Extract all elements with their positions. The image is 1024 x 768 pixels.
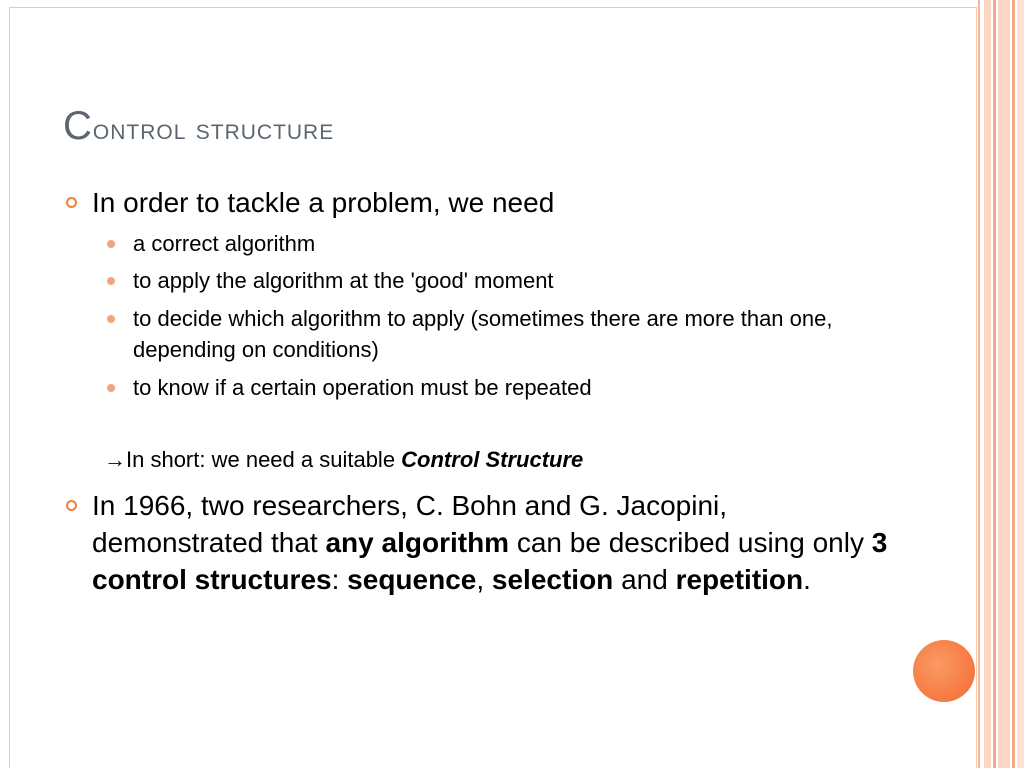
decor-stripe <box>998 0 1010 768</box>
summary-emphasis: Control Structure <box>401 447 584 472</box>
bullet-2-bold: any algorithm <box>325 527 510 558</box>
sub-bullet-marker-icon <box>107 384 115 392</box>
decor-stripe <box>1017 0 1024 768</box>
bullet-2-bold: selection <box>491 564 614 595</box>
sub-bullet-marker-icon <box>107 277 115 285</box>
bullet-2-text: : <box>331 564 348 595</box>
slide-title <box>63 104 334 149</box>
bullet-2-text: . <box>803 564 811 595</box>
bullet-marker-icon <box>66 197 77 208</box>
sub-bullet-marker-icon <box>107 240 115 248</box>
arrow-icon: → <box>104 447 126 472</box>
bullet-marker-icon <box>66 500 77 511</box>
bullet-2 <box>92 487 892 598</box>
sub-bullet-marker-icon <box>107 315 115 323</box>
bullet-2-text: In 1966, two researchers, C. Bohn and G. Jacopini, demonstrated that <box>92 490 728 558</box>
bullet-2-text: , <box>476 564 492 595</box>
bullet-2-bold: repetition <box>675 564 804 595</box>
sub-bullet-1: a correct algorithm <box>133 231 316 256</box>
decor-stripe <box>1012 0 1015 768</box>
summary-text: In short: we need a suitable <box>126 447 402 472</box>
sub-bullet-2: to apply the algorithm at the 'good' moment <box>133 268 554 293</box>
bullet-2-bold: sequence <box>347 564 477 595</box>
bullet-2-bold: 3 control structures <box>92 527 888 595</box>
bullet-2-text: and <box>613 564 676 595</box>
decor-stripe <box>993 0 996 768</box>
decor-stripe <box>978 0 980 768</box>
sub-bullet-4: to know if a certain operation must be repeated <box>133 375 592 400</box>
title-rest: ontrol structure <box>92 113 335 146</box>
decor-stripe <box>984 0 991 768</box>
summary-line <box>104 447 583 473</box>
title-initial: C <box>63 104 93 148</box>
sub-bullet-3: to decide which algorithm to apply (sometimes there are more than one, depending on conditions) <box>133 306 833 362</box>
bullet-1: In order to tackle a problem, we need <box>92 187 555 218</box>
decor-circle <box>913 640 975 702</box>
bullet-2-text: can be described using only <box>509 527 872 558</box>
